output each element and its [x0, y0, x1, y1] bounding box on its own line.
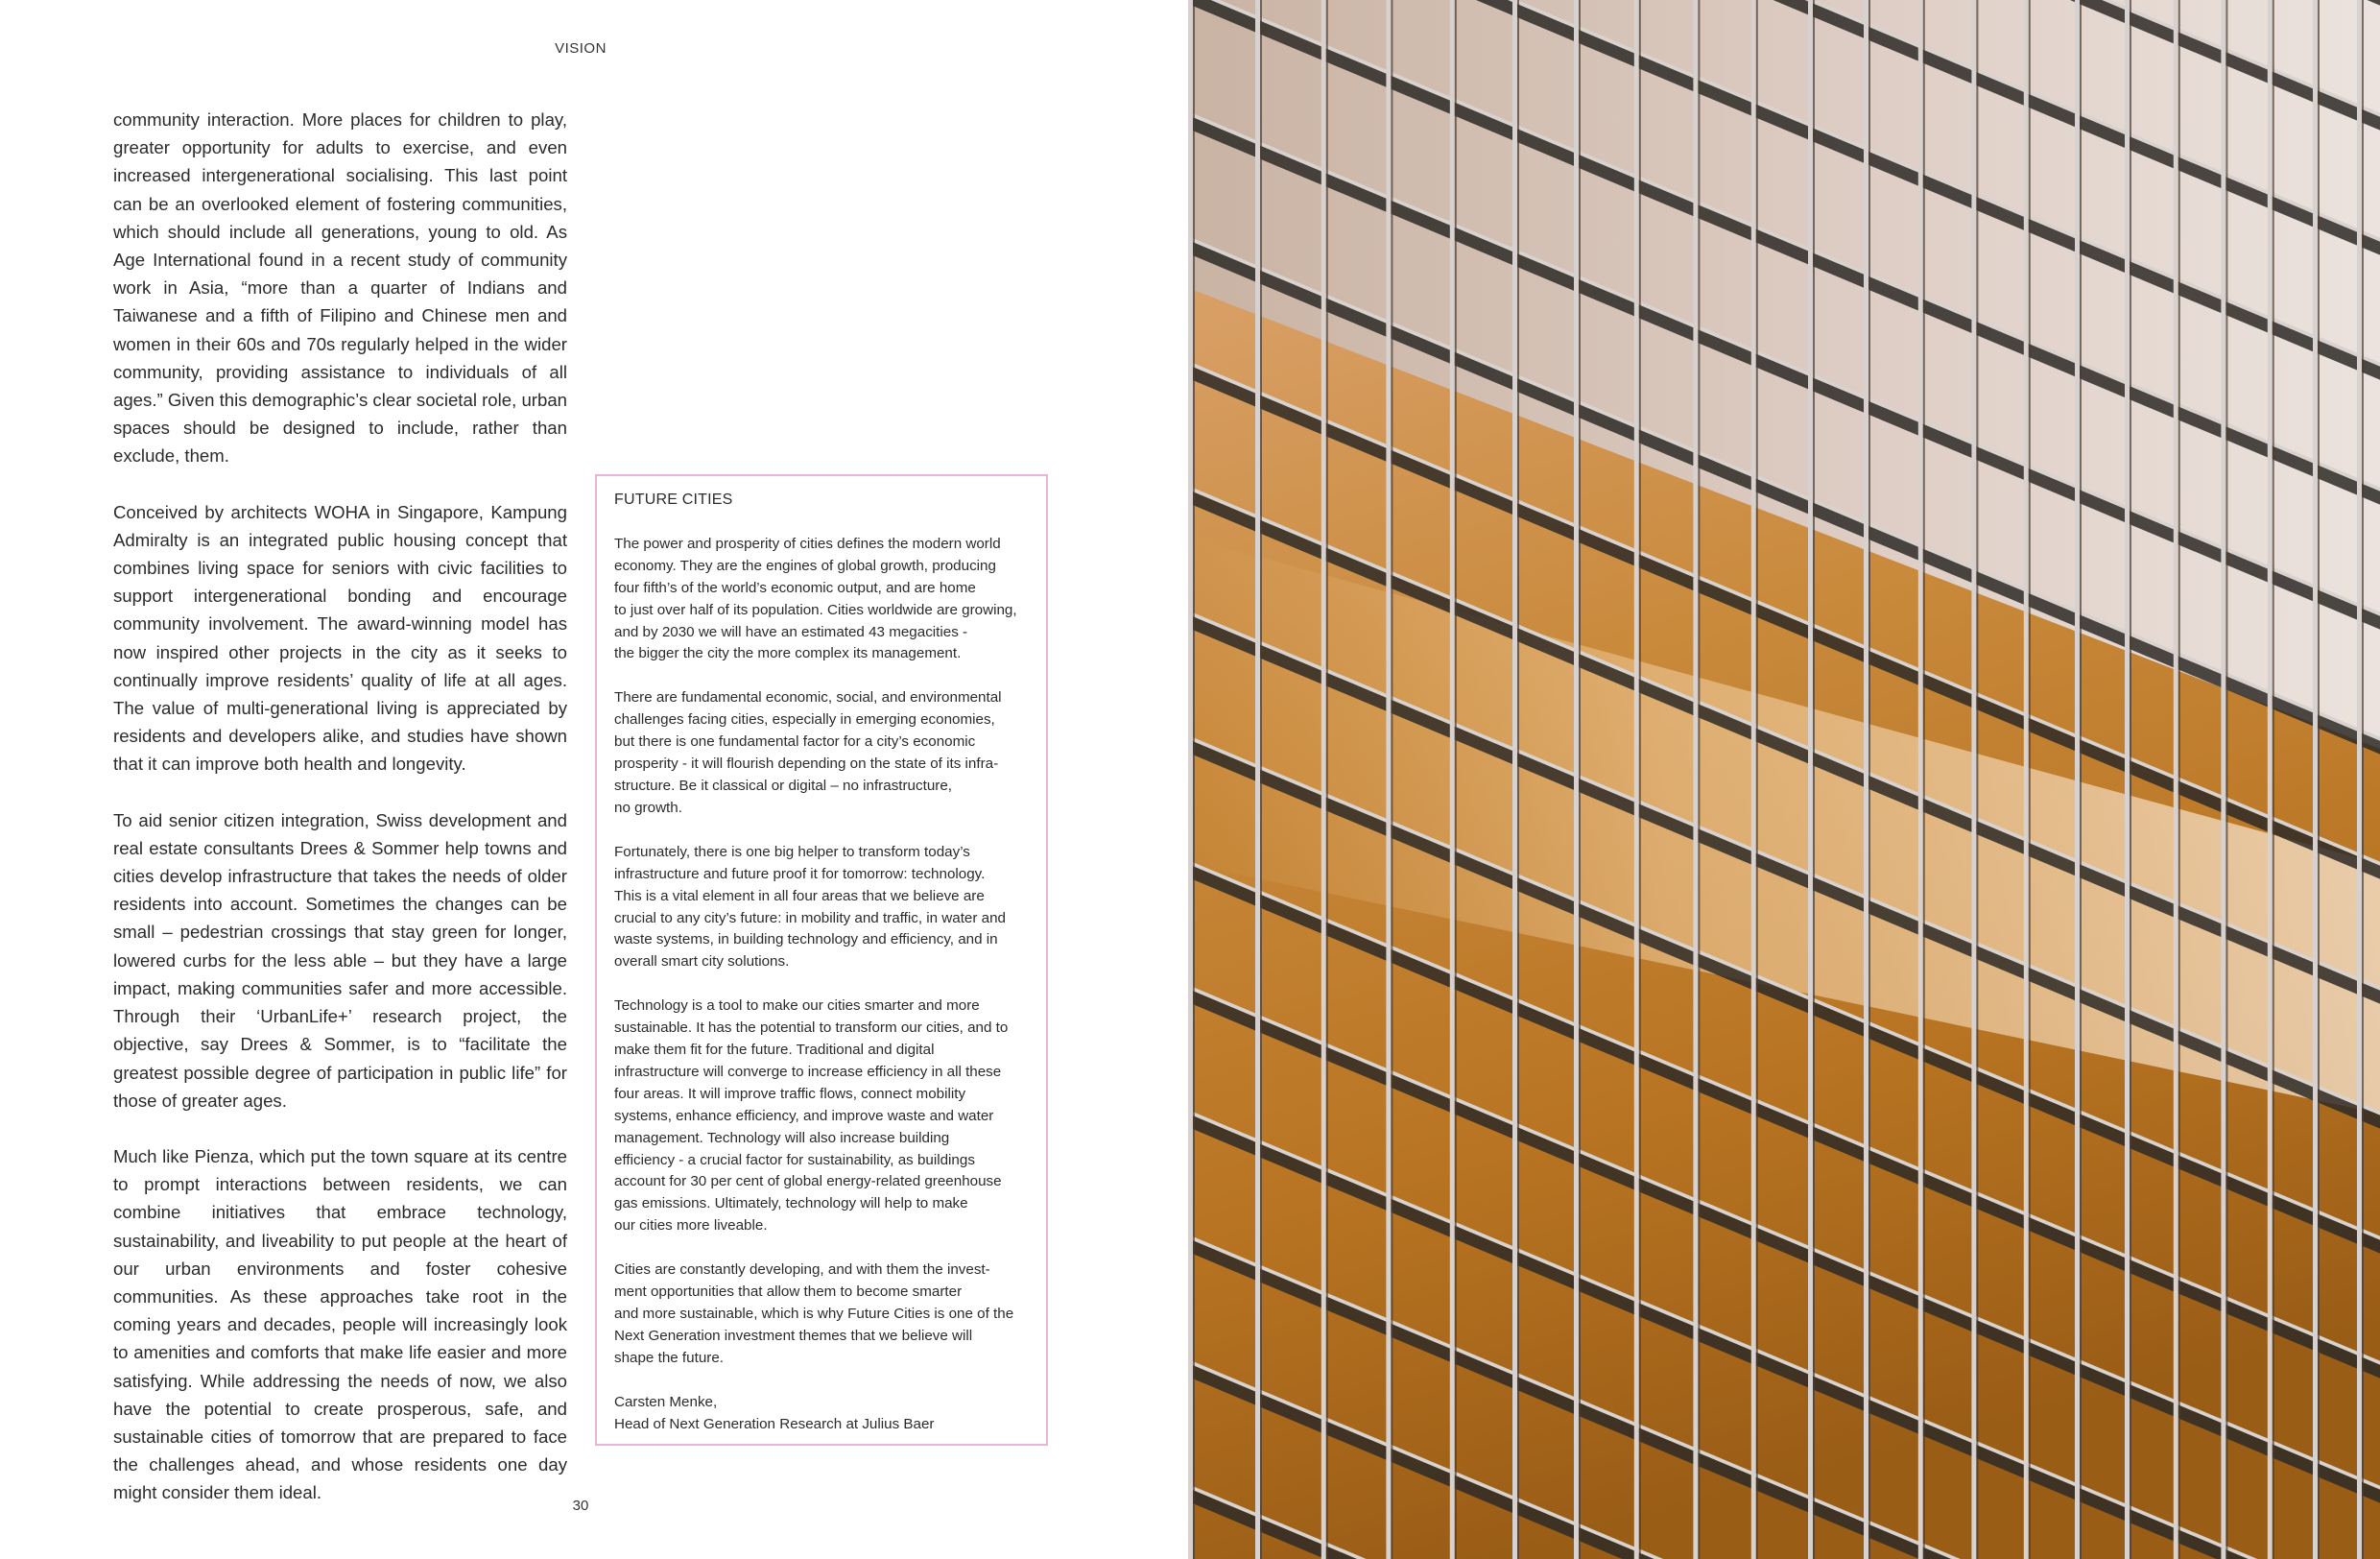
mullion — [2174, 0, 2178, 1559]
mullion-shadow — [1698, 0, 1700, 1559]
mullion — [1918, 0, 1923, 1559]
signature-name: Carsten Menke, — [614, 1393, 718, 1410]
mullion-shadow — [2273, 0, 2274, 1559]
mullion-shadow — [1455, 0, 1457, 1559]
mullion-shadow — [1193, 0, 1195, 1559]
mullion — [2221, 0, 2225, 1559]
mullion — [1188, 0, 1193, 1559]
sidebar-paragraph: The power and prosperity of cities defines the modern world economy. They are the engines of global growth, producing four fifth’s of the world’s economic output, and are home to just over half of its population. Cities worldwide are growing, and by 2030 we will have an estimated 43 megacities - the bigger the city the more complex its management. — [614, 535, 1017, 662]
mullion — [1321, 0, 1326, 1559]
mullion-shadow — [1579, 0, 1581, 1559]
mullion — [2313, 0, 2318, 1559]
mullion — [1255, 0, 1260, 1559]
mullion — [2075, 0, 2080, 1559]
mullion-shadow — [1517, 0, 1519, 1559]
section-header: VISION — [555, 40, 607, 57]
building-facade-photo — [1188, 0, 2380, 1559]
mullion-shadow — [2029, 0, 2031, 1559]
article-paragraph: community interaction. More places for children to play, greater opportunity for adults to exercise, and even increased intergenerational socialising. This last point can be an overlooked element of fostering communities, which should include all generations, young to old. As Age International found in a recent study of community work in Asia, “more than a quarter of Indians and Taiwanese and a fifth of Filipino and Chinese men and women in their 60s and 70s regularly helped in the wider community, providing assistance to individuals of all ages.” Given this demographic’s clear societal role, urban spaces should be designed to include, rather than exclude, them. — [113, 109, 568, 467]
page-number: 30 — [572, 1498, 589, 1514]
mullion-shadow — [2178, 0, 2180, 1559]
sidebar-paragraph: Fortunately, there is one big helper to transform today’s infrastructure and future proof it for tomorrow: technology. This is a vital element in all four areas that we believe are crucial to any city’s future: in mobility and traffic, in water and waste systems, in building technology and efficiency, and in overall smart city solutions. — [614, 843, 1007, 971]
mullion-shadow — [1391, 0, 1392, 1559]
sidebar-paragraph: Technology is a tool to make our cities smarter and more sustainable. It has the potential to transform our cities, and to make them fit for the future. Traditional and digital infrastructure will converge to increase efficiency in all these four areas. It will improve traffic flows, connect mobility systems, enhance efficiency, and improve waste and water management. Technology will also increase building efficiency - a crucial factor for sustainability, as buildings account for 30 per cent of global energy-related greenhouse gas emissions. Ultimately, technology will help to make our cities more liveable. — [614, 997, 1009, 1235]
mullion — [1971, 0, 1976, 1559]
mullion-shadow — [2225, 0, 2227, 1559]
article-paragraph: Much like Pienza, which put the town square at its centre to prompt interactions between residents, we can combine initiatives that embrace technology, sustainability, and liveability to put people at the heart of our urban environments and foster cohesive communities. As these approaches take root in the coming years and decades, people will increasingly look to amenities and comforts that make life easier and more satisfying. While addressing the needs of now, we also have the potential to create prosperous, safe, and sustainable cities of tomorrow that are prepared to face the challenges ahead, and whose residents one day might consider them ideal. — [113, 1145, 567, 1503]
mullion-shadow — [1923, 0, 1925, 1559]
mullion — [1751, 0, 1756, 1559]
mullion-shadow — [2318, 0, 2320, 1559]
mullion-shadow — [2362, 0, 2364, 1559]
mullion — [1386, 0, 1391, 1559]
left-page — [0, 0, 1188, 1559]
mullion — [1693, 0, 1698, 1559]
future-cities-sidebar — [595, 474, 1048, 1446]
mullion — [1450, 0, 1455, 1559]
mullion-shadow — [1326, 0, 1328, 1559]
mullion-shadow — [2130, 0, 2131, 1559]
mullion — [2024, 0, 2029, 1559]
sidebar-title: FUTURE CITIES — [614, 492, 733, 508]
mullion-shadow — [1813, 0, 1815, 1559]
article-paragraph: Conceived by architects WOHA in Singapore, Kampung Admiralty is an integrated public housing concept that combines living space for seniors with civic facilities to support intergenerational bonding and encourage community involvement. The award-winning model has now inspired other projects in the city as it seeks to continually improve residents’ quality of life at all ages. The value of multi-generational living is appreciated by residents and developers alike, and studies have shown that it can improve both health and longevity. — [113, 501, 567, 775]
mullion — [2357, 0, 2362, 1559]
mullion-shadow — [1756, 0, 1758, 1559]
mullion — [1808, 0, 1813, 1559]
signature-role: Head of Next Generation Research at Julius Baer — [614, 1415, 935, 1432]
mullion — [2125, 0, 2130, 1559]
mullion — [1512, 0, 1517, 1559]
mullion — [2268, 0, 2273, 1559]
sidebar-paragraph: Cities are constantly developing, and with them the invest- ment opportunities that allow them to become smarter and more sustainable, which is why Future Cities is one of the Next Generation investment themes that we believe will shape the future. — [614, 1261, 1014, 1366]
mullion — [1634, 0, 1639, 1559]
mullion-shadow — [1639, 0, 1641, 1559]
sidebar-paragraph: There are fundamental economic, social, and environmental challenges facing cities, especially in emerging economies, but there is one fundamental factor for a city’s economic prosperity - it will flourish depending on the state of its infra- structure. Be it classical or digital – no infrastructure, no growth. — [614, 689, 1002, 816]
mullion-shadow — [1868, 0, 1870, 1559]
mullion-shadow — [1260, 0, 1262, 1559]
mullion — [1864, 0, 1868, 1559]
article-paragraph: To aid senior citizen integration, Swiss development and real estate consultants Drees & Sommer help towns and cities develop infrastructure that takes the needs of older residents into account. Sometimes the changes can be small – pedestrian crossings that stay green for longer, lowered curbs for the less able – but they have a large impact, making communities safer and more accessible. Through their ‘UrbanLife+’ research project, the objective, say Drees & Sommer, is to “facilitate the greatest possible degree of participation in public life” for those of greater ages. — [113, 809, 567, 1111]
article-column — [113, 106, 567, 1535]
mullion — [1574, 0, 1579, 1559]
mullion-shadow — [2080, 0, 2082, 1559]
mullion-shadow — [1976, 0, 1978, 1559]
facade-illustration — [1188, 0, 2380, 1559]
